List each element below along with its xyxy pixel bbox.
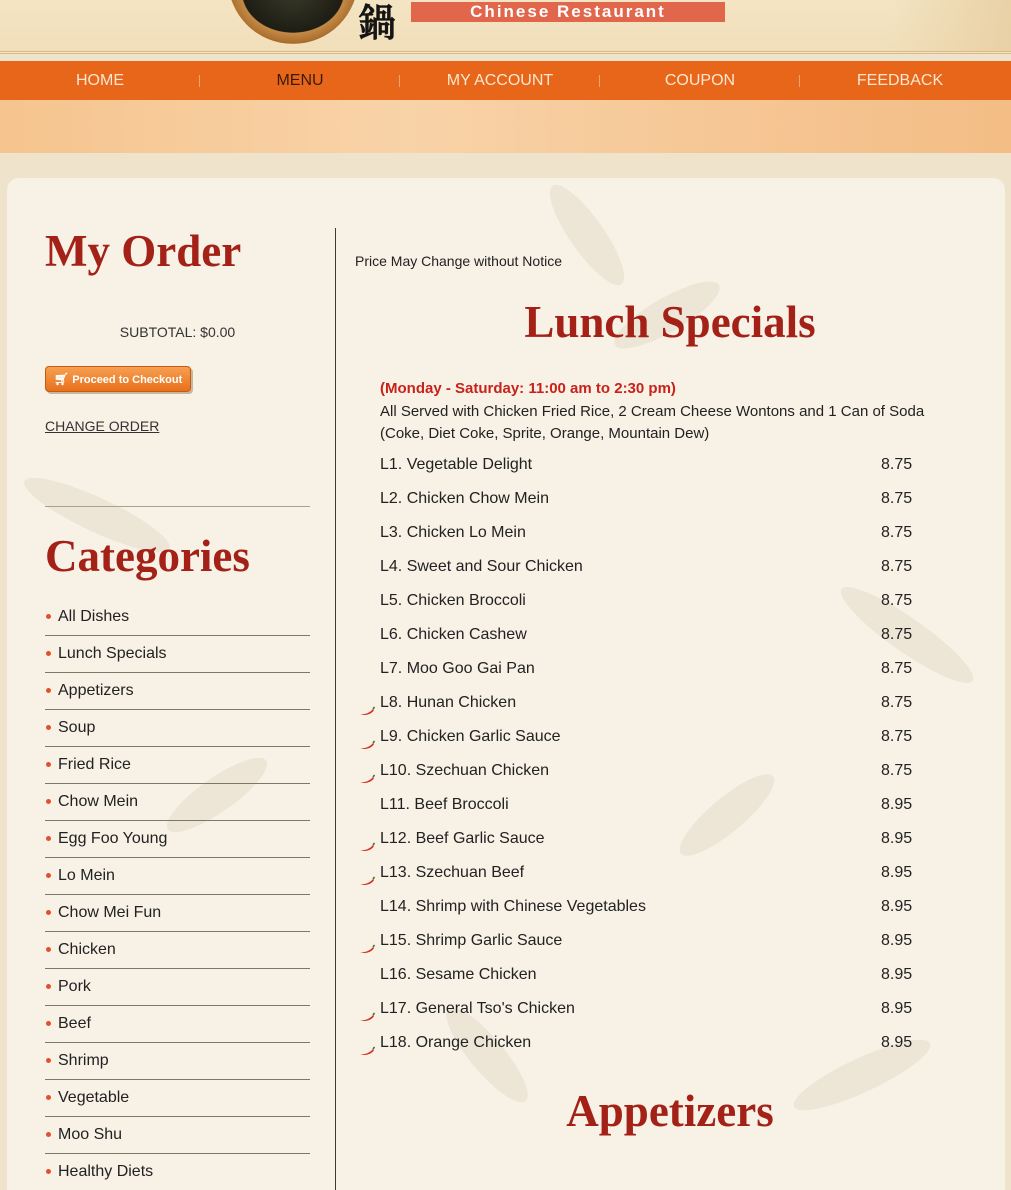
decorative-band	[0, 100, 1011, 153]
menu-item-price: 8.95	[881, 898, 913, 915]
logo-character: 鍋	[358, 0, 397, 45]
order-sidebar	[45, 228, 310, 1190]
category-label: Healthy Diets	[58, 1163, 154, 1180]
chili-pepper-icon	[359, 1035, 375, 1045]
menu-item[interactable]	[355, 754, 935, 788]
menu-item-price: 8.95	[881, 1034, 913, 1051]
chili-pepper-icon	[359, 695, 375, 705]
menu-item-price: 8.95	[881, 966, 913, 983]
nav-item-coupon[interactable]: COUPON	[600, 61, 800, 100]
bullet-icon	[46, 725, 51, 730]
bullet-icon	[46, 1095, 51, 1100]
category-label: Pork	[58, 978, 91, 995]
menu-item-price: 8.75	[881, 524, 913, 541]
menu-item[interactable]	[355, 822, 935, 856]
menu-item-price: 8.95	[881, 864, 913, 881]
menu-item-name: L17. General Tso's Chicken	[380, 1000, 575, 1017]
category-label: Moo Shu	[58, 1126, 123, 1143]
category-item[interactable]	[45, 1117, 310, 1154]
menu-item[interactable]	[355, 550, 935, 584]
bullet-icon	[46, 984, 51, 989]
category-item[interactable]	[45, 599, 310, 636]
lunch-description: All Served with Chicken Fried Rice, 2 Cream Cheese Wontons and 1 Can of Soda (Coke, Diet Coke, Sprite, Orange, Mountain Dew)	[380, 403, 925, 442]
sidebar-divider	[45, 506, 310, 507]
lunch-specials-heading: Lunch Specials	[524, 297, 816, 347]
bullet-icon	[46, 1169, 51, 1174]
category-label: Vegetable	[58, 1089, 130, 1106]
site-header	[0, 0, 1011, 54]
menu-item-name: L4. Sweet and Sour Chicken	[380, 558, 583, 575]
menu-item-name: L3. Chicken Lo Mein	[380, 524, 526, 541]
bullet-icon	[46, 762, 51, 767]
price-notice: Price May Change without Notice	[355, 253, 562, 269]
category-label: Chicken	[58, 941, 116, 958]
order-subtotal: SUBTOTAL: $0.00	[119, 324, 236, 340]
proceed-to-checkout-button[interactable]	[45, 366, 191, 392]
menu-item-name: L18. Orange Chicken	[380, 1034, 532, 1051]
main-nav	[0, 61, 1011, 100]
category-item[interactable]	[45, 673, 310, 710]
category-label: Lo Mein	[58, 867, 115, 884]
menu-item[interactable]	[355, 992, 935, 1026]
bowl-logo	[228, 0, 358, 44]
categories-heading: Categories	[45, 531, 250, 581]
category-item[interactable]	[45, 895, 310, 932]
appetizers-heading: Appetizers	[566, 1086, 774, 1136]
category-label: All Dishes	[58, 608, 130, 625]
bullet-icon	[46, 1021, 51, 1026]
menu-item-price: 8.75	[881, 456, 913, 473]
category-item[interactable]	[45, 1080, 310, 1117]
menu-item[interactable]	[355, 686, 935, 720]
leaf-decoration	[539, 178, 636, 294]
nav-item-my-account[interactable]: MY ACCOUNT	[400, 61, 600, 100]
checkout-button-label: Proceed to Checkout	[72, 374, 183, 386]
bullet-icon	[46, 799, 51, 804]
bullet-icon	[46, 910, 51, 915]
category-item[interactable]	[45, 636, 310, 673]
menu-item-price: 8.75	[881, 728, 913, 745]
menu-item-name: L11. Beef Broccoli	[380, 796, 509, 813]
menu-item-name: L14. Shrimp with Chinese Vegetables	[380, 898, 646, 915]
menu-item[interactable]	[355, 618, 935, 652]
menu-item[interactable]	[355, 1026, 935, 1060]
menu-item[interactable]	[355, 652, 935, 686]
category-item[interactable]	[45, 1043, 310, 1080]
content-panel	[7, 178, 1005, 1190]
category-item[interactable]	[45, 784, 310, 821]
chili-pepper-icon	[359, 865, 375, 875]
category-label: Egg Foo Young	[58, 830, 168, 847]
menu-item-name: L16. Sesame Chicken	[380, 966, 537, 983]
bullet-icon	[46, 873, 51, 878]
menu-item-price: 8.95	[881, 932, 913, 949]
menu-item-name: L8. Hunan Chicken	[380, 694, 517, 711]
menu-item-name: L2. Chicken Chow Mein	[380, 490, 549, 507]
menu-item[interactable]	[355, 584, 935, 618]
menu-item-price: 8.95	[881, 796, 913, 813]
menu-item-price: 8.95	[881, 1000, 913, 1017]
category-item[interactable]	[45, 858, 310, 895]
nav-item-feedback[interactable]: FEEDBACK	[856, 72, 944, 89]
bullet-icon	[46, 1058, 51, 1063]
category-item[interactable]	[45, 932, 310, 969]
category-list	[45, 599, 310, 1190]
category-label: Appetizers	[58, 682, 134, 699]
category-label: Beef	[58, 1015, 91, 1032]
chili-pepper-icon	[359, 831, 375, 841]
menu-item-name: L15. Shrimp Garlic Sauce	[380, 932, 563, 949]
bullet-icon	[46, 836, 51, 841]
bullet-icon	[46, 947, 51, 952]
menu-item[interactable]	[355, 720, 935, 754]
category-item[interactable]	[45, 1154, 310, 1190]
bullet-icon	[46, 651, 51, 656]
change-order-link[interactable]: CHANGE ORDER	[45, 418, 160, 434]
category-label: Shrimp	[58, 1052, 109, 1069]
menu-item[interactable]	[355, 516, 935, 550]
menu-item-price: 8.75	[881, 490, 913, 507]
category-item[interactable]	[45, 821, 310, 858]
chili-pepper-icon	[359, 729, 375, 739]
column-divider	[335, 228, 336, 1190]
menu-item-price: 8.75	[881, 660, 913, 677]
category-label: Chow Mei Fun	[58, 904, 162, 921]
menu-item-name: L1. Vegetable Delight	[380, 456, 533, 473]
category-item[interactable]	[45, 969, 310, 1006]
menu-item-price: 8.75	[881, 592, 913, 609]
menu-item[interactable]	[355, 958, 935, 992]
category-item[interactable]	[45, 747, 310, 784]
lunch-hours: (Monday - Saturday: 11:00 am to 2:30 pm)	[380, 380, 676, 397]
menu-item[interactable]	[355, 924, 935, 958]
menu-item-name: L9. Chicken Garlic Sauce	[380, 728, 561, 745]
menu-item[interactable]	[355, 482, 935, 516]
menu-item[interactable]	[355, 788, 935, 822]
bullet-icon	[46, 614, 51, 619]
menu-item-price: 8.75	[881, 762, 913, 779]
menu-item[interactable]	[355, 856, 935, 890]
menu-item-name: L5. Chicken Broccoli	[380, 592, 526, 609]
my-order-heading: My Order	[45, 226, 242, 276]
category-item[interactable]	[45, 1006, 310, 1043]
menu-item[interactable]	[355, 448, 935, 482]
cart-icon: 🛒︎	[54, 372, 70, 386]
menu-item-price: 8.75	[881, 694, 913, 711]
menu-item[interactable]	[355, 890, 935, 924]
category-label: Chow Mein	[58, 793, 139, 810]
nav-item-home[interactable]: HOME	[0, 61, 200, 100]
category-label: Lunch Specials	[58, 645, 167, 662]
bullet-icon	[46, 1132, 51, 1137]
bullet-icon	[46, 688, 51, 693]
lunch-menu-list	[355, 448, 935, 1060]
menu-item-name: L12. Beef Garlic Sauce	[380, 830, 545, 847]
menu-item-name: L10. Szechuan Chicken	[380, 762, 549, 779]
menu-item-name: L6. Chicken Cashew	[380, 626, 527, 643]
menu-item-price: 8.75	[881, 558, 913, 575]
category-item[interactable]	[45, 710, 310, 747]
category-label: Soup	[58, 719, 96, 736]
chili-pepper-icon	[359, 933, 375, 943]
menu-item-name: L13. Szechuan Beef	[380, 864, 525, 881]
menu-item-price: 8.95	[881, 830, 913, 847]
menu-item-price: 8.75	[881, 626, 913, 643]
restaurant-name-banner: Chinese Restaurant	[411, 2, 725, 22]
menu-item-name: L7. Moo Goo Gai Pan	[380, 660, 535, 677]
header-decoration	[891, 0, 1011, 54]
chili-pepper-icon	[359, 763, 375, 773]
nav-item-menu[interactable]: MENU	[200, 61, 400, 100]
category-label: Fried Rice	[58, 756, 131, 773]
chili-pepper-icon	[359, 1001, 375, 1011]
